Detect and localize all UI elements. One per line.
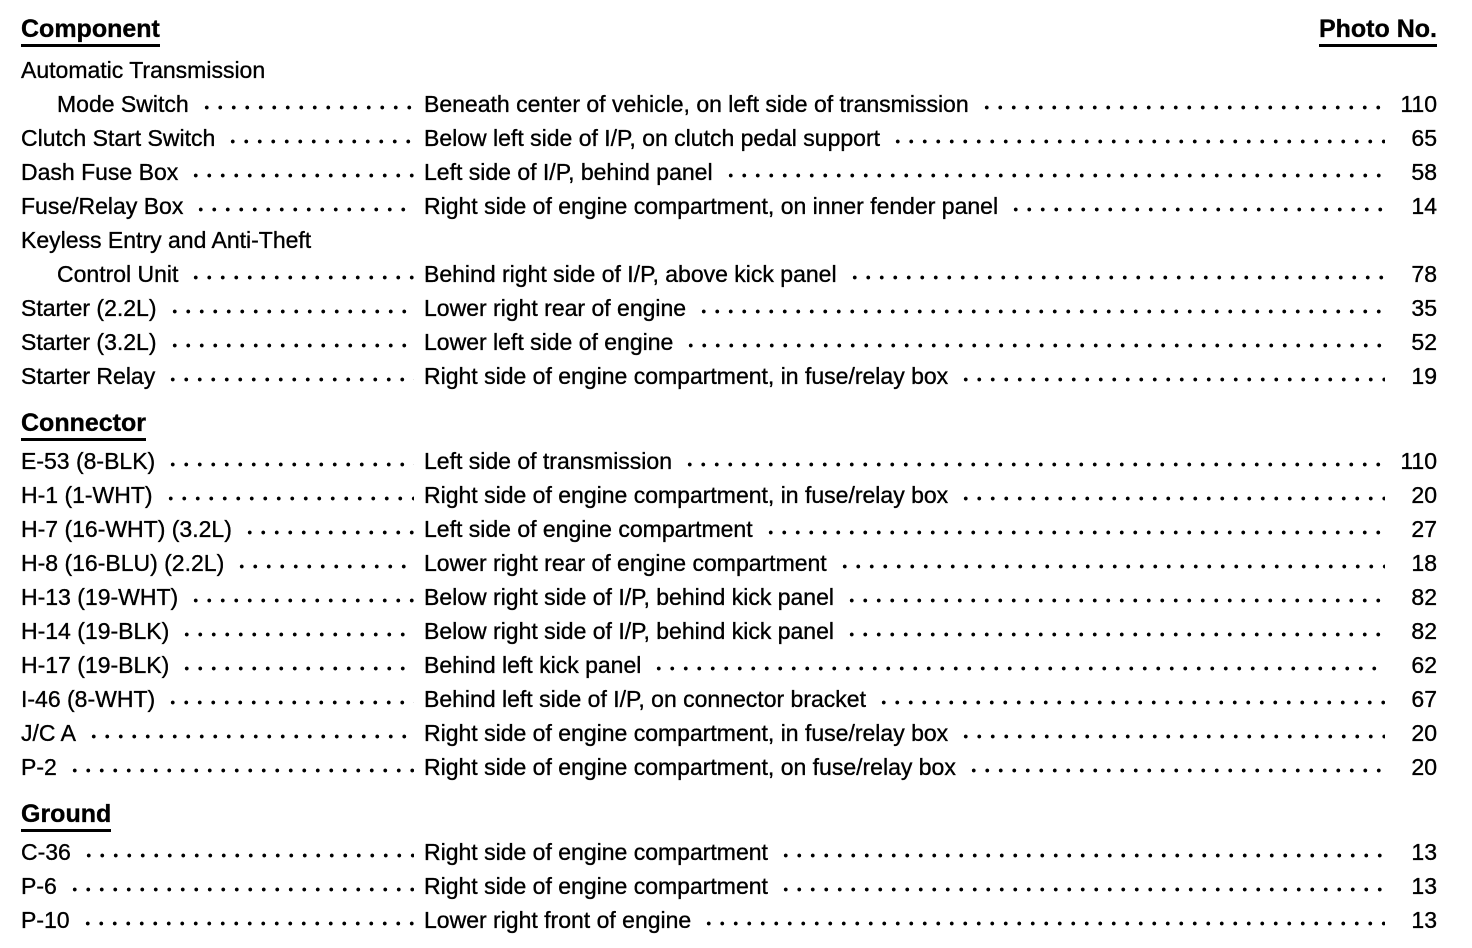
name-column bbox=[21, 189, 424, 223]
row-location: Behind right side of I/P, above kick panel bbox=[424, 261, 837, 287]
table-row bbox=[21, 869, 1437, 903]
dot-leader bbox=[164, 444, 414, 478]
row-photo-number: 18 bbox=[1411, 550, 1437, 576]
name-column bbox=[21, 359, 424, 393]
row-photo-number: 20 bbox=[1411, 754, 1437, 780]
dot-leader bbox=[843, 580, 1385, 614]
section-title-row bbox=[21, 406, 1437, 441]
row-name: Starter (3.2L) bbox=[21, 329, 157, 355]
dot-leader bbox=[198, 87, 414, 121]
row-photo-number: 20 bbox=[1411, 720, 1437, 746]
table-row bbox=[21, 478, 1437, 512]
row-name: Mode Switch bbox=[57, 91, 189, 117]
table-row bbox=[21, 325, 1437, 359]
name-column bbox=[21, 835, 424, 869]
row-photo-number: 13 bbox=[1411, 873, 1437, 899]
dot-leader bbox=[843, 614, 1385, 648]
table-row bbox=[21, 750, 1437, 784]
table-row bbox=[21, 614, 1437, 648]
section-rows bbox=[21, 835, 1437, 937]
name-column bbox=[21, 223, 424, 257]
dot-leader bbox=[777, 835, 1385, 869]
row-location: Right side of engine compartment, in fuse/relay box bbox=[424, 363, 949, 389]
row-location: Below left side of I/P, on clutch pedal support bbox=[424, 125, 881, 151]
dot-leader bbox=[875, 682, 1385, 716]
row-photo-number: 14 bbox=[1411, 193, 1437, 219]
row-name: H-8 (16-BLU) (2.2L) bbox=[21, 550, 225, 576]
table-row bbox=[21, 155, 1437, 189]
row-name: H-17 (19-BLK) bbox=[21, 652, 170, 678]
name-column bbox=[21, 869, 424, 903]
dot-leader bbox=[762, 512, 1385, 546]
dot-leader bbox=[957, 478, 1385, 512]
section bbox=[21, 53, 1437, 393]
table-row bbox=[21, 223, 1437, 257]
dot-leader bbox=[777, 869, 1385, 903]
dot-leader bbox=[187, 257, 414, 291]
dot-leader bbox=[957, 716, 1385, 750]
row-name: J/C A bbox=[21, 720, 76, 746]
row-location: Right side of engine compartment, in fuse/relay box bbox=[424, 482, 949, 508]
row-name: P-2 bbox=[21, 754, 57, 780]
row-name: C-36 bbox=[21, 839, 71, 865]
section-rows bbox=[21, 53, 1437, 393]
row-photo-number: 78 bbox=[1411, 261, 1437, 287]
dot-leader bbox=[85, 716, 414, 750]
row-location: Left side of transmission bbox=[424, 448, 673, 474]
row-name: E-53 (8-BLK) bbox=[21, 448, 156, 474]
dot-leader bbox=[682, 325, 1385, 359]
dot-leader bbox=[178, 614, 414, 648]
table-row bbox=[21, 648, 1437, 682]
row-name: Dash Fuse Box bbox=[21, 159, 179, 185]
row-photo-number: 13 bbox=[1411, 907, 1437, 933]
table-row bbox=[21, 716, 1437, 750]
row-name: H-1 (1-WHT) bbox=[21, 482, 153, 508]
dot-leader bbox=[224, 121, 414, 155]
name-column bbox=[21, 478, 424, 512]
row-location: Right side of engine compartment bbox=[424, 839, 768, 865]
dot-leader bbox=[79, 903, 414, 937]
section bbox=[21, 406, 1437, 784]
name-column bbox=[21, 325, 424, 359]
row-name: Starter Relay bbox=[21, 363, 156, 389]
row-name: Fuse/Relay Box bbox=[21, 193, 184, 219]
table-row bbox=[21, 291, 1437, 325]
row-name: H-7 (16-WHT) (3.2L) bbox=[21, 516, 232, 542]
dot-leader bbox=[233, 546, 414, 580]
section-title: Ground bbox=[21, 799, 111, 832]
name-column bbox=[21, 121, 424, 155]
table-body bbox=[21, 53, 1437, 937]
component-column-header: Component bbox=[21, 14, 160, 47]
row-name: P-6 bbox=[21, 873, 57, 899]
row-location: Right side of engine compartment, on inner fender panel bbox=[424, 193, 999, 219]
row-photo-number: 110 bbox=[1400, 448, 1437, 474]
row-photo-number: 82 bbox=[1411, 584, 1437, 610]
row-name: Keyless Entry and Anti-Theft bbox=[21, 227, 312, 253]
dot-leader bbox=[66, 869, 414, 903]
table-row bbox=[21, 512, 1437, 546]
table-row bbox=[21, 682, 1437, 716]
row-name: Control Unit bbox=[57, 261, 179, 287]
table-row bbox=[21, 444, 1437, 478]
dot-leader bbox=[695, 291, 1385, 325]
dot-leader bbox=[846, 257, 1385, 291]
dot-leader bbox=[722, 155, 1385, 189]
row-location: Right side of engine compartment, on fuse/relay box bbox=[424, 754, 956, 780]
name-column bbox=[21, 648, 424, 682]
dot-leader bbox=[164, 359, 414, 393]
table-header bbox=[21, 14, 1437, 47]
row-name: H-14 (19-BLK) bbox=[21, 618, 170, 644]
row-photo-number: 65 bbox=[1411, 125, 1437, 151]
table-row bbox=[21, 189, 1437, 223]
name-column bbox=[21, 291, 424, 325]
name-column bbox=[21, 682, 424, 716]
name-column bbox=[21, 903, 424, 937]
table-row bbox=[21, 580, 1437, 614]
table-row bbox=[21, 53, 1437, 87]
dot-leader bbox=[187, 580, 414, 614]
dot-leader bbox=[192, 189, 414, 223]
table-row bbox=[21, 359, 1437, 393]
table-row bbox=[21, 546, 1437, 580]
section-rows bbox=[21, 444, 1437, 784]
dot-leader bbox=[66, 750, 414, 784]
dot-leader bbox=[166, 291, 415, 325]
dot-leader bbox=[965, 750, 1385, 784]
table-row bbox=[21, 121, 1437, 155]
dot-leader bbox=[889, 121, 1385, 155]
row-photo-number: 110 bbox=[1400, 91, 1437, 117]
table-row bbox=[21, 87, 1437, 121]
name-column bbox=[21, 53, 424, 87]
row-location: Behind left kick panel bbox=[424, 652, 642, 678]
row-location: Lower right front of engine bbox=[424, 907, 692, 933]
row-name: Starter (2.2L) bbox=[21, 295, 157, 321]
dot-leader bbox=[978, 87, 1385, 121]
row-photo-number: 67 bbox=[1411, 686, 1437, 712]
row-location: Lower left side of engine bbox=[424, 329, 674, 355]
dot-leader bbox=[162, 478, 414, 512]
row-photo-number: 52 bbox=[1411, 329, 1437, 355]
row-location: Right side of engine compartment, in fuse/relay box bbox=[424, 720, 949, 746]
row-location: Below right side of I/P, behind kick panel bbox=[424, 618, 834, 644]
row-photo-number: 20 bbox=[1411, 482, 1437, 508]
name-column bbox=[21, 257, 424, 291]
dot-leader bbox=[166, 325, 415, 359]
name-column bbox=[21, 750, 424, 784]
row-location: Behind left side of I/P, on connector bracket bbox=[424, 686, 866, 712]
row-photo-number: 27 bbox=[1411, 516, 1437, 542]
table-row bbox=[21, 257, 1437, 291]
dot-leader bbox=[187, 155, 414, 189]
name-column bbox=[21, 716, 424, 750]
row-photo-number: 82 bbox=[1411, 618, 1437, 644]
name-column bbox=[21, 614, 424, 648]
dot-leader bbox=[178, 648, 414, 682]
row-photo-number: 19 bbox=[1411, 363, 1437, 389]
dot-leader bbox=[80, 835, 414, 869]
table-row bbox=[21, 903, 1437, 937]
row-location: Left side of engine compartment bbox=[424, 516, 753, 542]
row-name: I-46 (8-WHT) bbox=[21, 686, 156, 712]
section bbox=[21, 797, 1437, 937]
row-photo-number: 58 bbox=[1411, 159, 1437, 185]
row-location: Left side of I/P, behind panel bbox=[424, 159, 713, 185]
component-location-index bbox=[21, 14, 1437, 937]
name-column bbox=[21, 87, 424, 121]
row-name: Automatic Transmission bbox=[21, 57, 266, 83]
dot-leader bbox=[957, 359, 1385, 393]
row-name: H-13 (19-WHT) bbox=[21, 584, 179, 610]
dot-leader bbox=[700, 903, 1385, 937]
row-location: Beneath center of vehicle, on left side of transmission bbox=[424, 91, 969, 117]
dot-leader bbox=[681, 444, 1385, 478]
dot-leader bbox=[1007, 189, 1385, 223]
name-column bbox=[21, 580, 424, 614]
row-name: P-10 bbox=[21, 907, 70, 933]
row-name: Clutch Start Switch bbox=[21, 125, 216, 151]
row-photo-number: 62 bbox=[1411, 652, 1437, 678]
row-location: Lower right rear of engine compartment bbox=[424, 550, 827, 576]
section-title: Connector bbox=[21, 408, 146, 441]
row-location: Lower right rear of engine bbox=[424, 295, 687, 321]
dot-leader bbox=[836, 546, 1385, 580]
dot-leader bbox=[164, 682, 414, 716]
row-location: Right side of engine compartment bbox=[424, 873, 768, 899]
name-column bbox=[21, 546, 424, 580]
section-title-row bbox=[21, 797, 1437, 832]
row-photo-number: 13 bbox=[1411, 839, 1437, 865]
dot-leader bbox=[241, 512, 414, 546]
table-row bbox=[21, 835, 1437, 869]
name-column bbox=[21, 155, 424, 189]
name-column bbox=[21, 444, 424, 478]
name-column bbox=[21, 512, 424, 546]
dot-leader bbox=[650, 648, 1385, 682]
row-location: Below right side of I/P, behind kick panel bbox=[424, 584, 834, 610]
photo-no-column-header: Photo No. bbox=[1319, 14, 1437, 47]
row-photo-number: 35 bbox=[1411, 295, 1437, 321]
